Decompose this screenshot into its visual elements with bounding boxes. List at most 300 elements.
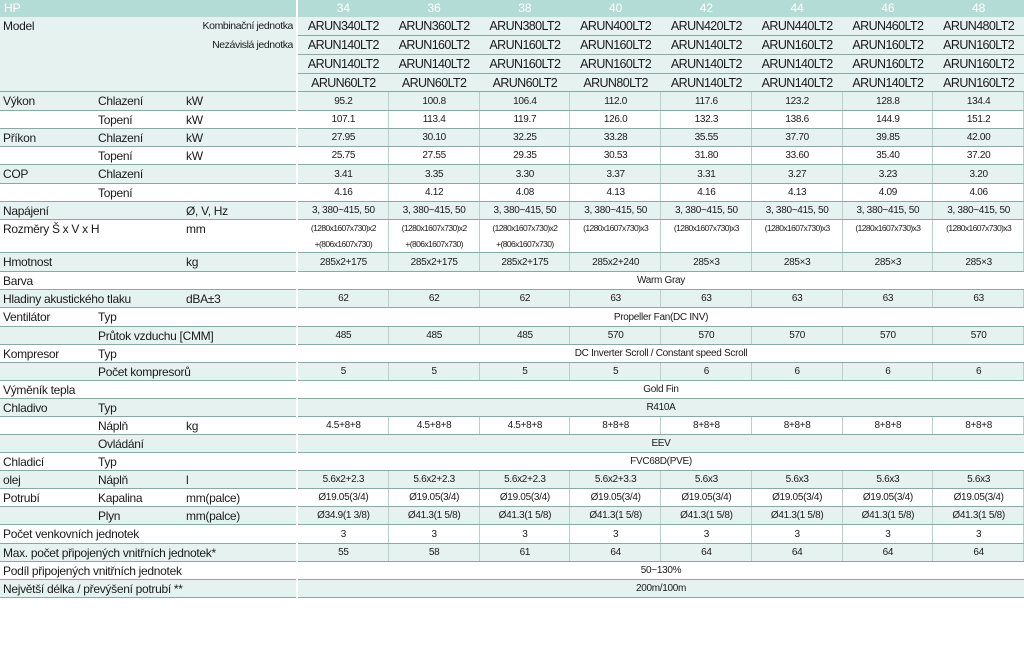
hp-value: 40 (608, 1, 623, 15)
row-label: Podíl připojených vnitřních jednotek (3, 564, 182, 578)
spec-row-label (0, 165, 296, 184)
value-cell: (1280x1607x730)x2 (492, 223, 558, 233)
value-cell: 8+8+8 (874, 420, 902, 431)
value-cell: 5.6x2+2.3 (322, 474, 365, 485)
merged-value: FVC68D(PVE) (630, 456, 692, 467)
value-cell: 5.6x3 (694, 474, 718, 485)
value-cell: 285x2+240 (592, 257, 640, 268)
value-cell: 35.40 (876, 150, 900, 161)
row-label: Příkon (3, 131, 36, 145)
merged-value: 50~130% (640, 565, 682, 576)
value-cell: 3, 380~415, 50 (493, 205, 557, 216)
value-cell: 285×3 (693, 257, 720, 268)
model-cell: ARUN140LT2 (307, 38, 379, 52)
spec-row-values (298, 471, 1024, 489)
row-unit (186, 453, 294, 471)
value-cell: 5 (431, 366, 437, 377)
row-label (3, 435, 95, 453)
value-cell: 64 (610, 547, 621, 558)
row-sublabel: Náplň (98, 419, 128, 433)
value-cell-line2: +(806x1607x730) (496, 239, 554, 249)
value-cell: 5 (340, 366, 346, 377)
value-cell: (1280x1607x730)x3 (855, 223, 921, 233)
value-cell: 6 (885, 366, 891, 377)
value-cell: 5.6x2+2.3 (504, 474, 546, 485)
row-label (3, 184, 95, 202)
value-cell: 151.2 (966, 114, 991, 125)
value-cell: 113.4 (422, 114, 446, 125)
row-unit: kW (186, 131, 203, 145)
model-cell: ARUN160LT2 (761, 38, 833, 52)
row-label: Barva (3, 274, 33, 288)
spec-row-values (298, 562, 1024, 580)
spec-row-label (0, 253, 296, 272)
model-cell: ARUN360LT2 (398, 19, 470, 33)
value-cell-line2 (843, 236, 934, 253)
spec-row-values (298, 381, 1024, 399)
value-cell: Ø19.05(3/4) (499, 492, 550, 503)
value-cell: 62 (519, 293, 531, 304)
value-cell: 570 (879, 330, 896, 341)
value-cell: 55 (338, 547, 349, 558)
value-cell: 3 (703, 529, 709, 540)
spec-row-label (0, 363, 296, 381)
model-cell: ARUN140LT2 (670, 57, 742, 71)
spec-row-values (298, 220, 1024, 253)
spec-row-values (298, 272, 1024, 290)
value-cell: 5 (612, 366, 619, 377)
value-cell: 3.27 (787, 169, 807, 180)
value-cell: 64 (701, 547, 712, 558)
value-cell: 100.8 (422, 96, 446, 107)
value-cell: 4.16 (697, 187, 716, 198)
hp-value: 44 (790, 1, 804, 15)
value-cell: 285x2+175 (319, 257, 367, 268)
value-cell: 3 (612, 529, 619, 540)
value-cell: 5.6x3 (785, 474, 809, 485)
value-cell: 3, 380~415, 50 (402, 205, 466, 216)
hp-value: 38 (518, 1, 532, 15)
value-cell: 3, 380~415, 50 (584, 205, 648, 216)
value-cell: 485 (516, 330, 533, 341)
value-cell: Ø34.9(1 3/8) (317, 510, 370, 521)
spec-row-label (0, 435, 296, 453)
model-cell: ARUN140LT2 (307, 57, 379, 71)
model-cell: ARUN340LT2 (307, 19, 379, 33)
row-label (3, 147, 95, 165)
row-sublabel: Typ (98, 455, 117, 469)
model-cell: ARUN160LT2 (852, 38, 924, 52)
value-cell: 570 (970, 330, 987, 341)
row-label: Chladivo (3, 401, 48, 415)
value-cell: (1280x1607x730)x3 (673, 223, 739, 233)
row-label: Hmotnost (3, 255, 52, 269)
value-cell-line2: +(806x1607x730) (314, 239, 373, 249)
row-label: Potrubí (3, 491, 40, 505)
value-cell: 33.28 (603, 132, 628, 143)
row-unit: Ø, V, Hz (186, 204, 228, 218)
value-cell: 8+8+8 (965, 420, 993, 431)
row-sublabel: Topení (98, 186, 133, 200)
value-cell: 39.85 (876, 132, 900, 143)
spec-row-label (0, 580, 296, 598)
value-cell: 63 (973, 293, 984, 304)
spec-row-values (298, 363, 1024, 381)
value-cell: 62 (338, 293, 349, 304)
hp-value: 34 (336, 1, 351, 15)
value-cell: 3 (522, 529, 528, 540)
value-cell: Ø19.05(3/4) (318, 492, 369, 503)
value-cell: 4.13 (606, 187, 625, 198)
spec-row-values (298, 290, 1024, 308)
value-cell: 4.12 (424, 187, 444, 198)
row-sublabel: Plyn (98, 509, 121, 523)
row-sublabel: Náplň (98, 473, 128, 487)
row-unit (186, 327, 294, 345)
value-cell: (1280x1607x730)x2 (310, 223, 376, 233)
value-cell: Ø19.05(3/4) (409, 492, 460, 503)
value-cell: Ø19.05(3/4) (590, 492, 641, 503)
value-cell: 4.09 (878, 187, 897, 198)
value-cell: 285×3 (874, 257, 902, 268)
row-unit: mm(palce) (186, 509, 240, 523)
model-cell: ARUN140LT2 (761, 76, 833, 90)
spec-row-label (0, 290, 296, 308)
merged-value: R410A (646, 402, 676, 413)
row-unit: kW (186, 149, 203, 163)
value-cell: 42.00 (966, 132, 991, 143)
value-cell: 3.30 (515, 169, 534, 180)
row-unit (186, 525, 294, 544)
label-column (0, 0, 296, 647)
spec-row-values (298, 435, 1024, 453)
row-label (3, 327, 95, 345)
value-cell: 27.95 (331, 132, 356, 143)
model-cell: ARUN460LT2 (852, 19, 924, 33)
model-cell: ARUN160LT2 (489, 38, 561, 52)
row-unit (186, 381, 294, 399)
value-cell: 3 (794, 529, 800, 540)
value-cell: Ø19.05(3/4) (772, 492, 823, 503)
value-cell: 6 (975, 366, 982, 377)
value-cell: 3, 380~415, 50 (947, 205, 1011, 216)
value-cell-line2 (570, 236, 661, 253)
row-unit: kW (186, 94, 203, 108)
value-cell: 3 (431, 529, 437, 540)
merged-value: Warm Gray (636, 275, 686, 286)
value-cell-line2: +(806x1607x730) (405, 239, 463, 249)
spec-row-values (298, 580, 1024, 598)
value-cell: 117.6 (694, 96, 718, 107)
spec-row-values (298, 544, 1024, 562)
value-cell: 5.6x3 (967, 474, 991, 485)
row-label: COP (3, 167, 29, 181)
row-label (3, 363, 95, 381)
value-cell: 8+8+8 (602, 420, 630, 431)
value-cell: 64 (882, 547, 894, 558)
model-cell: ARUN480LT2 (943, 19, 1015, 33)
value-cell: 3.41 (334, 169, 353, 180)
value-cell: 3 (885, 529, 891, 540)
model-cell: ARUN160LT2 (852, 57, 924, 71)
value-cell: 285×3 (965, 257, 992, 268)
row-unit (186, 184, 294, 202)
row-label (3, 417, 95, 435)
merged-value: Propeller Fan(DC INV) (613, 312, 709, 323)
value-cell: 8+8+8 (692, 420, 720, 431)
value-cell: 3 (975, 529, 982, 540)
value-cell: 4.16 (334, 187, 353, 198)
row-unit: kg (186, 419, 199, 433)
row-sublabel: Ovládání (98, 437, 144, 451)
spec-row-values (298, 417, 1024, 435)
value-cell: 63 (791, 293, 803, 304)
spec-row-values (298, 525, 1024, 544)
row-unit (186, 308, 294, 327)
model-cell: ARUN380LT2 (489, 19, 561, 33)
row-sublabel: Chlazení (98, 167, 143, 181)
row-unit: dBA±3 (186, 292, 221, 306)
value-cell: 106.4 (513, 96, 537, 107)
value-cell: 27.55 (422, 150, 446, 161)
hp-value: 48 (971, 1, 986, 15)
row-sublabel: Kapalina (98, 491, 143, 505)
model-row (298, 17, 1024, 36)
value-cell: 62 (428, 293, 440, 304)
value-cell: 37.20 (966, 150, 991, 161)
model-cell: ARUN160LT2 (580, 57, 652, 71)
value-cell: 570 (698, 330, 715, 341)
value-cell: Ø41.3(1 5/8) (498, 510, 552, 521)
value-cell: 3 (340, 529, 346, 540)
spec-row-values (298, 345, 1024, 363)
row-unit: l (186, 473, 189, 487)
value-cell: 285×3 (783, 257, 811, 268)
spec-row-values (298, 399, 1024, 417)
value-cell: Ø41.3(1 5/8) (407, 510, 461, 521)
model-cell: ARUN160LT2 (943, 76, 1015, 90)
value-cell: 3, 380~415, 50 (674, 205, 738, 216)
spec-row-values (298, 489, 1024, 507)
spec-row-label (0, 92, 296, 111)
value-cell: (1280x1607x730)x3 (583, 223, 649, 233)
row-label: Výměník tepla (3, 383, 76, 397)
value-cell: 128.8 (876, 96, 900, 107)
spec-row-label (0, 544, 296, 562)
row-unit (186, 165, 294, 184)
row-unit (186, 435, 294, 453)
value-cell: Ø19.05(3/4) (681, 492, 732, 503)
value-cell: 4.13 (787, 187, 807, 198)
hp-header-label: HP (0, 0, 296, 17)
model-cell: ARUN80LT2 (583, 76, 648, 90)
value-cell: 25.75 (331, 150, 356, 161)
value-cell-line2 (752, 236, 843, 253)
value-cell: 33.60 (785, 150, 809, 161)
combination-unit-label: Kombinační jednotka (202, 20, 293, 32)
model-row (298, 36, 1024, 55)
spec-row-label (0, 308, 296, 327)
value-cell: 30.53 (603, 150, 628, 161)
row-label: Chladicí (3, 455, 44, 469)
value-cell: 64 (973, 547, 984, 558)
value-cell: 5.6x3 (876, 474, 900, 485)
row-label: Max. počet připojených vnitřních jednotek* (3, 546, 216, 560)
value-cell: 61 (519, 547, 531, 558)
row-sublabel: Typ (98, 347, 117, 361)
value-cell: 63 (701, 293, 712, 304)
model-cell: ARUN60LT2 (401, 76, 467, 90)
merged-value: 200m/100m (635, 583, 687, 594)
row-unit: kg (186, 255, 199, 269)
model-row (298, 55, 1024, 74)
value-cell: 5 (522, 366, 528, 377)
model-cell: ARUN160LT2 (398, 38, 470, 52)
row-label: Výkon (3, 94, 35, 108)
value-cell: 285x2+175 (501, 257, 549, 268)
value-cell: 3.23 (878, 169, 897, 180)
spec-row-values (298, 92, 1024, 111)
model-cell: ARUN160LT2 (943, 57, 1015, 71)
row-label: olej (3, 473, 21, 487)
spec-row-label (0, 525, 296, 544)
row-sublabel: Typ (98, 401, 117, 415)
model-cell: ARUN400LT2 (580, 19, 652, 33)
value-cell: 3.37 (606, 169, 625, 180)
value-cell: 570 (607, 330, 624, 341)
value-cell: 63 (610, 293, 621, 304)
row-unit (186, 399, 294, 417)
value-cell: 4.5+8+8 (326, 420, 361, 431)
spec-row-label (0, 562, 296, 580)
spec-row-label (0, 220, 296, 253)
row-sublabel: Topení (98, 149, 133, 163)
value-cell: 570 (789, 330, 806, 341)
value-cell: 4.06 (969, 187, 988, 198)
value-cell: 126.0 (603, 114, 628, 125)
value-cell: 8+8+8 (783, 420, 811, 431)
value-column (298, 0, 1024, 647)
value-cell: 107.1 (331, 114, 356, 125)
value-cell: 64 (791, 547, 803, 558)
value-cell: 138.6 (785, 114, 809, 125)
spec-row-values (298, 111, 1024, 129)
value-cell: 4.5+8+8 (416, 420, 452, 431)
value-cell: 4.08 (515, 187, 534, 198)
row-unit (186, 544, 294, 562)
model-cell: ARUN140LT2 (761, 57, 833, 71)
spec-row-values (298, 147, 1024, 165)
model-cell: ARUN420LT2 (670, 19, 742, 33)
model-cell: ARUN140LT2 (670, 38, 742, 52)
spec-row-values (298, 129, 1024, 147)
value-cell: (1280x1607x730)x3 (764, 223, 830, 233)
spec-row-values (298, 253, 1024, 272)
spec-row-label (0, 399, 296, 417)
row-label: Rozměry Š x V x H (3, 222, 100, 236)
value-cell: 132.3 (694, 114, 719, 125)
value-cell: Ø19.05(3/4) (953, 492, 1004, 503)
value-cell: Ø41.3(1 5/8) (952, 510, 1005, 521)
value-cell: Ø41.3(1 5/8) (589, 510, 642, 521)
value-cell: 485 (426, 330, 443, 341)
row-label: Napájení (3, 204, 49, 218)
spec-row-label (0, 453, 296, 471)
spec-row-label (0, 184, 296, 202)
model-row (298, 74, 1024, 92)
independent-unit-label: Nezávislá jednotka (212, 39, 293, 51)
row-sublabel: Topení (98, 113, 133, 127)
row-unit: mm (186, 222, 206, 236)
spec-row-values (298, 202, 1024, 220)
spec-row-values (298, 308, 1024, 327)
value-cell: 3.35 (424, 169, 444, 180)
model-cell: ARUN140LT2 (398, 57, 470, 71)
row-sublabel: Typ (98, 310, 117, 324)
value-cell-line2 (661, 236, 752, 253)
row-label: Počet venkovních jednotek (3, 527, 139, 541)
row-unit (186, 562, 294, 580)
spec-row-label (0, 345, 296, 363)
row-sublabel: Chlazení (98, 94, 143, 108)
merged-value: Gold Fin (643, 384, 679, 395)
value-cell: Ø41.3(1 5/8) (680, 510, 733, 521)
value-cell: Ø41.3(1 5/8) (861, 510, 915, 521)
value-cell: 119.7 (513, 114, 537, 125)
value-cell: 6 (703, 366, 709, 377)
value-cell: 35.55 (694, 132, 719, 143)
value-cell: 4.5+8+8 (507, 420, 543, 431)
spec-row-values (298, 327, 1024, 345)
value-cell: 95.2 (334, 96, 353, 107)
spec-row-label (0, 272, 296, 290)
value-cell: 58 (428, 547, 440, 558)
value-cell: 3.31 (697, 169, 716, 180)
model-cell: ARUN140LT2 (670, 76, 742, 90)
spec-row-values (298, 453, 1024, 471)
row-label: Kompresor (3, 347, 59, 361)
spec-row-label (0, 507, 296, 525)
value-cell: 37.70 (785, 132, 809, 143)
value-cell: 3, 380~415, 50 (311, 205, 375, 216)
spec-row-values (298, 184, 1024, 202)
value-cell: 63 (882, 293, 894, 304)
value-cell: Ø41.3(1 5/8) (770, 510, 824, 521)
value-cell: 112.0 (604, 96, 628, 107)
row-unit: kW (186, 113, 203, 127)
merged-value: EEV (651, 438, 671, 449)
value-cell: 144.9 (876, 114, 900, 125)
value-cell: Ø19.05(3/4) (862, 492, 913, 503)
value-cell: 123.2 (785, 96, 809, 107)
spec-row-label (0, 129, 296, 147)
row-sublabel: Průtok vzduchu [CMM] (98, 329, 214, 343)
value-cell: 32.25 (513, 132, 537, 143)
value-cell: (1280x1607x730)x3 (946, 223, 1012, 233)
value-cell: 134.4 (966, 96, 991, 107)
spec-row-label (0, 147, 296, 165)
row-unit (186, 363, 294, 381)
row-sublabel: Chlazení (98, 131, 143, 145)
model-label-block (0, 17, 296, 92)
spec-row-values (298, 165, 1024, 184)
spec-row-label (0, 471, 296, 489)
value-cell: 5.6x2+3.3 (594, 474, 637, 485)
merged-value: DC Inverter Scroll / Constant speed Scroll (574, 348, 748, 359)
row-label: Hladiny akustického tlaku (3, 292, 131, 306)
value-cell: 5.6x2+2.3 (413, 474, 455, 485)
spec-row-label (0, 489, 296, 507)
